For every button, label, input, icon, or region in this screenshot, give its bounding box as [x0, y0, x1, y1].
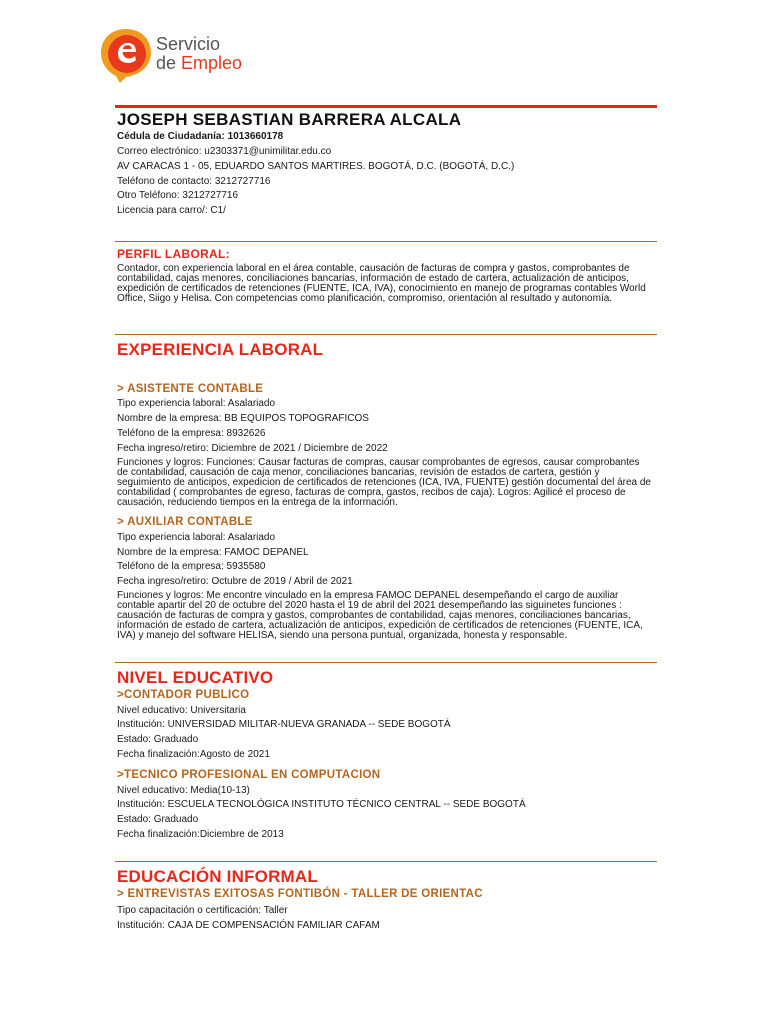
job-functions: Funciones y logros: Funciones: Causar facturas de compras, causar comprobantes de egresos, causar comprobantes de contabilidad, causación de caja menor, conciliaciones bancarias, revisión de estados de cartera, gestión y seguimiento de anticipos, expedicion de certificados de retenciones (ICA, IVA, FUENTE) gestión documental del área de contabilidad ( comprobantes de egreso, facturas de compra, gastos, recibos de caja). Logros: Agilicé el proceso de causación, reduciendo tiempos en la entrega de la información. [117, 457, 651, 508]
job-company: Nombre de la empresa: FAMOC DEPANEL [117, 547, 309, 558]
logo-line1: Servicio [156, 34, 221, 54]
perfil-text: Contador, con experiencia laboral en el área contable, causación de facturas de compra y gastos, comprobantes de contabilidad, cajas menores, conciliaciones bancarias, información de estado de cartera, actualización de anticipos, expedición de certificados de retenciones (FUENTE, ICA, IVA), conocimiento en manejo de programas contables World Office, Siigo y Helisa. Con competencias como planificación, compromiso, orientación al resultado y autonomía. [117, 263, 646, 304]
cedula: Cédula de Ciudadanía: 1013660178 [117, 131, 284, 142]
email: Correo electrónico: u2303371@unimilitar.edu.co [117, 146, 332, 157]
header-divider [115, 105, 657, 108]
address: AV CARACAS 1 - 05, EDUARDO SANTOS MARTIRES. BOGOTÁ, D.C. (BOGOTÁ, D.C.) [117, 161, 515, 172]
job-phone: Teléfono de la empresa: 5935580 [117, 561, 266, 572]
informal-course-type: Tipo capacitación o certificación: Taller [117, 905, 288, 916]
informal-course-title: > ENTREVISTAS EXITOSAS FONTIBÓN - TALLER DE ORIENTAC [117, 888, 483, 900]
experiencia-divider [115, 334, 657, 335]
informal-divider [115, 861, 657, 862]
logo-line2: de Empleo [156, 53, 243, 73]
job-title: > ASISTENTE CONTABLE [117, 383, 264, 395]
education-institution: Institución: ESCUELA TECNOLÓGICA INSTITUTO TÉCNICO CENTRAL -- SEDE BOGOTÁ [117, 799, 526, 810]
job-type: Tipo experiencia laboral: Asalariado [117, 532, 276, 543]
education-level: Nivel educativo: Universitaria [117, 705, 246, 716]
informal-course-institution: Institución: CAJA DE COMPENSACIÓN FAMILIAR CAFAM [117, 920, 380, 931]
job-phone: Teléfono de la empresa: 8932626 [117, 428, 266, 439]
job-company: Nombre de la empresa: BB EQUIPOS TOPOGRAFICOS [117, 413, 369, 424]
job-type: Tipo experiencia laboral: Asalariado [117, 398, 276, 409]
other-phone: Otro Teléfono: 3212727716 [117, 190, 239, 201]
education-institution: Institución: UNIVERSIDAD MILITAR-NUEVA GRANADA -- SEDE BOGOTÁ [117, 719, 451, 730]
job-title: > AUXILIAR CONTABLE [117, 516, 253, 528]
education-status: Estado: Graduado [117, 814, 199, 825]
education-title: >CONTADOR PUBLICO [117, 689, 250, 701]
job-dates: Fecha ingreso/retiro: Diciembre de 2021 / Diciembre de 2022 [117, 443, 388, 454]
education-end-date: Fecha finalización:Diciembre de 2013 [117, 829, 284, 840]
educacion-title: NIVEL EDUCATIVO [117, 668, 274, 687]
education-end-date: Fecha finalización:Agosto de 2021 [117, 749, 270, 760]
education-status: Estado: Graduado [117, 734, 199, 745]
education-level: Nivel educativo: Media(10-13) [117, 785, 250, 796]
education-title: >TECNICO PROFESIONAL EN COMPUTACION [117, 769, 381, 781]
driving-license: Licencia para carro/: C1/ [117, 205, 226, 216]
informal-title: EDUCACIÓN INFORMAL [117, 867, 318, 886]
contact-phone: Teléfono de contacto: 3212727716 [117, 176, 271, 187]
educacion-divider [115, 662, 657, 663]
experiencia-title: EXPERIENCIA LABORAL [117, 340, 324, 359]
job-dates: Fecha ingreso/retiro: Octubre de 2019 / Abril de 2021 [117, 576, 353, 587]
logo-pin-icon [98, 26, 154, 84]
servicio-empleo-logo [98, 26, 258, 86]
candidate-name: JOSEPH SEBASTIAN BARRERA ALCALA [117, 110, 462, 129]
job-functions: Funciones y logros: Me encontre vinculado en la empresa FAMOC DEPANEL desempeñando el cargo de auxiliar contable apartir del 20 de octubre del 2020 hasta el 19 de abril del 2021 desempeñando las siguinetes funciones : causación de facturas de compra y gastos, comprobantes de contabilidad, cajas menores, conciliaciones bancarias, información de estado de cartera, actualización de anticipos, expedición de certificados de retenciones (FUENTE, ICA, IVA) y manejo del software HELISA, siendo una persona puntual, organizada, honesta y responsable. [117, 590, 643, 641]
perfil-title: PERFIL LABORAL: [117, 247, 230, 261]
perfil-divider [115, 241, 657, 242]
